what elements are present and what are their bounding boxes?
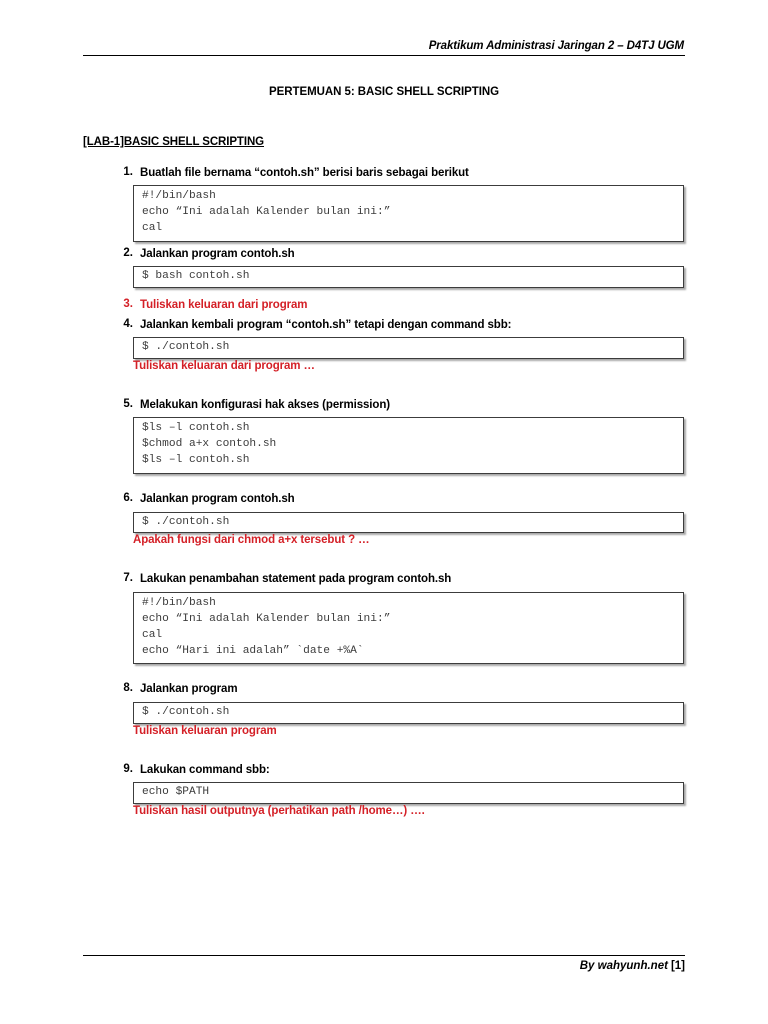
task-item-number: 5. — [123, 398, 133, 411]
task-item-number: 9. — [123, 762, 133, 775]
task-item-text: Buatlah file bernama “contoh.sh” berisi baris sebagai berikut — [140, 167, 469, 179]
spacer — [83, 372, 685, 398]
code-line: echo “Hari ini adalah” `date +%A` — [142, 644, 364, 657]
header-divider — [83, 55, 685, 56]
code-line: $ls –l contoh.sh — [142, 422, 250, 435]
code-line: cal — [142, 222, 163, 235]
code-line: $ ./contoh.sh — [142, 341, 230, 354]
footer-author: By wahyunh.net — [579, 960, 668, 972]
code-line: echo $PATH — [142, 786, 210, 799]
task-item-note: Apakah fungsi dari chmod a+x tersebut ? … — [133, 534, 370, 547]
task-item-note: Tuliskan hasil outputnya (perhatikan path /home…) …. — [133, 804, 425, 817]
task-item-number: 3. — [123, 298, 133, 311]
lab-section-heading: [LAB-1]BASIC SHELL SCRIPTING — [83, 136, 264, 148]
spacer — [83, 737, 685, 763]
task-item-text: Tuliskan keluaran dari program — [140, 299, 308, 312]
code-block — [133, 185, 684, 242]
task-item-note: Tuliskan keluaran dari program … — [133, 360, 315, 373]
running-header-title: Praktikum Administrasi Jaringan 2 – D4TJ UGM — [428, 40, 684, 52]
task-item-text: Jalankan program contoh.sh — [140, 248, 295, 261]
page-footer — [83, 955, 685, 972]
task-item-number: 8. — [123, 682, 133, 695]
code-line: $ ./contoh.sh — [142, 705, 230, 718]
task-item-number: 1. — [123, 166, 133, 178]
task-item-text: Lakukan command sbb: — [140, 763, 270, 776]
task-item — [83, 298, 685, 312]
task-item — [83, 398, 685, 412]
code-block — [133, 512, 684, 534]
task-item-number: 2. — [123, 247, 133, 260]
task-item — [83, 682, 685, 696]
spacer — [83, 288, 685, 298]
task-item — [83, 572, 685, 586]
footer-page-number: [1] — [670, 960, 685, 972]
code-block — [133, 782, 684, 804]
task-item — [83, 763, 685, 777]
footer-content — [83, 956, 685, 972]
task-item — [83, 166, 685, 180]
task-item-number: 4. — [123, 317, 133, 330]
spacer — [83, 474, 685, 492]
spacer — [83, 148, 685, 166]
page-header — [83, 0, 685, 56]
task-item-number: 7. — [123, 572, 133, 585]
task-item-text: Jalankan program contoh.sh — [140, 493, 295, 506]
code-block — [133, 417, 684, 474]
spacer — [83, 664, 685, 682]
code-line: #!/bin/bash — [142, 596, 216, 609]
code-block — [133, 702, 684, 724]
task-item-text: Jalankan program — [140, 683, 238, 696]
code-line: $ ./contoh.sh — [142, 515, 230, 528]
task-item-text: Melakukan konfigurasi hak akses (permission) — [140, 399, 390, 412]
code-line: #!/bin/bash — [142, 190, 216, 203]
numbered-task-list — [83, 148, 685, 817]
code-line: cal — [142, 628, 163, 641]
task-item — [83, 247, 685, 261]
code-line: $ls –l contoh.sh — [142, 454, 250, 467]
code-line: $ bash contoh.sh — [142, 270, 250, 283]
task-item-text: Lakukan penambahan statement pada program contoh.sh — [140, 573, 452, 586]
code-block — [133, 266, 684, 288]
page-title: PERTEMUAN 5: BASIC SHELL SCRIPTING — [268, 86, 500, 98]
task-item — [83, 492, 685, 506]
code-block — [133, 337, 684, 359]
code-line: echo “Ini adalah Kalender bulan ini:” — [142, 612, 391, 625]
task-item-number: 6. — [123, 492, 133, 505]
code-line: $chmod a+x contoh.sh — [142, 438, 277, 451]
code-line: echo “Ini adalah Kalender bulan ini:” — [142, 206, 391, 219]
task-item-text: Jalankan kembali program “contoh.sh” tetapi dengan command sbb: — [140, 318, 512, 331]
task-item-note: Tuliskan keluaran program — [133, 724, 277, 737]
task-item — [83, 318, 685, 332]
spacer — [83, 546, 685, 572]
code-block — [133, 592, 684, 665]
